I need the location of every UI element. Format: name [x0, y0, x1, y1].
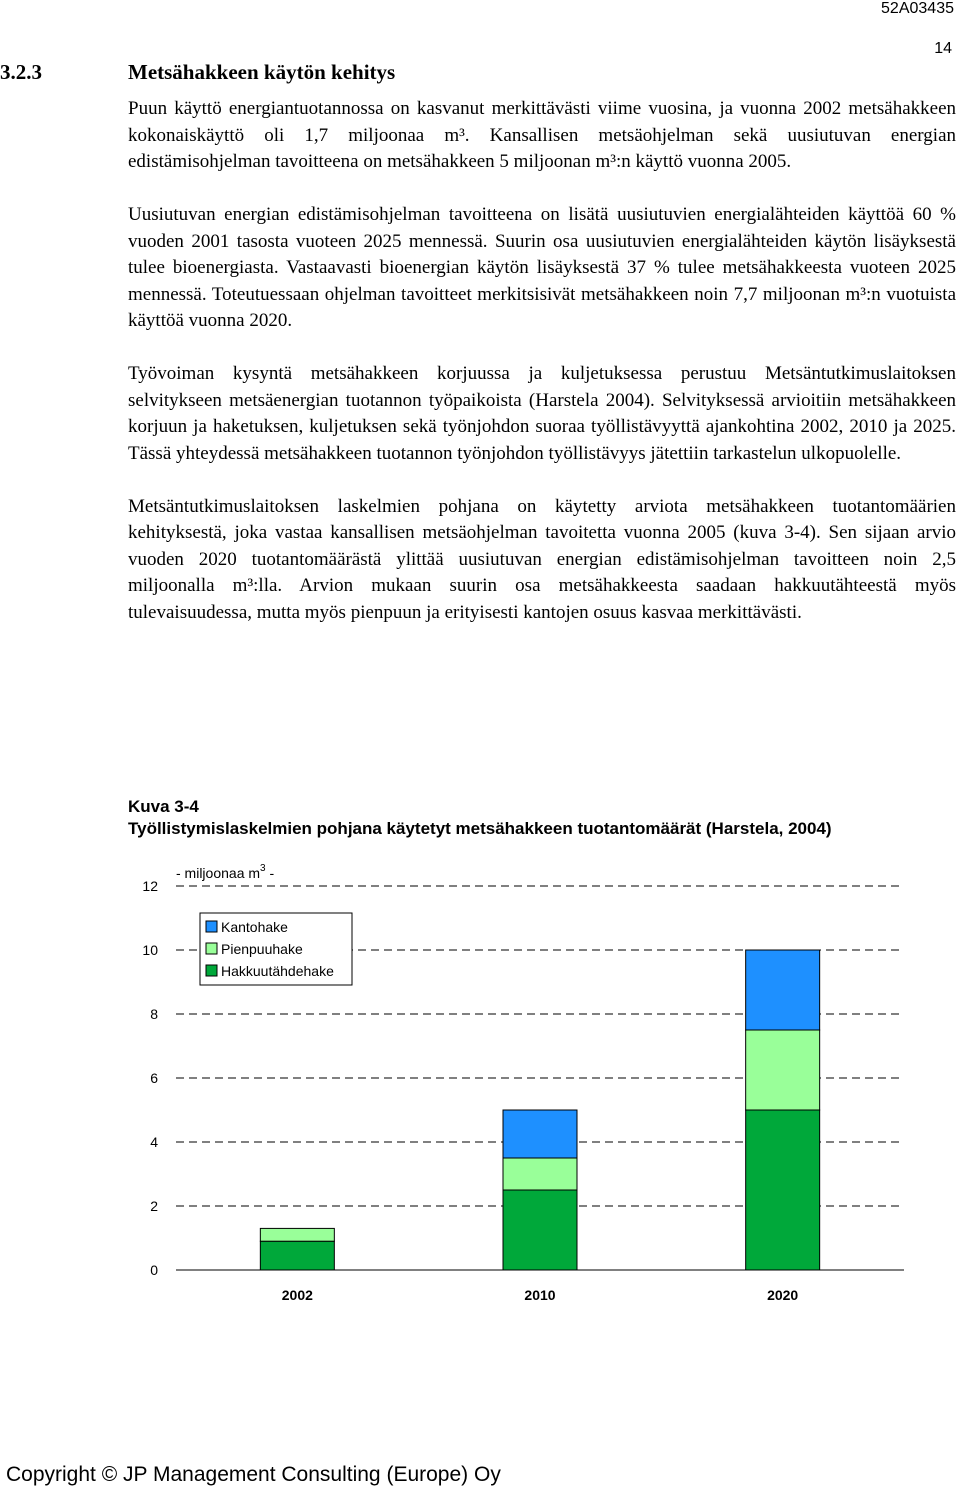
y-tick-label: 0: [150, 1262, 158, 1278]
x-category-label: 2010: [524, 1287, 556, 1303]
legend-label: Pienpuuhake: [221, 941, 303, 957]
legend-label: Kantohake: [221, 919, 288, 935]
y-axis-ticks: [142, 878, 158, 1278]
figure-caption: Työllistymislaskelmien pohjana käytetyt metsähakkeen tuotantomäärät (Harstela, 2004): [128, 819, 832, 838]
paragraph: Metsäntutkimuslaitoksen laskelmien pohjana on käytetty arviota metsähakkeen tuotantomäärien kehityksestä, joka vastaa kansallisen metsäohjelman tavoitetta vuonna 2005 (kuva 3-4). Sen sijaan arvio vuoden 2020 tuotantomäärästä ylittää uusiutuvan energian edistämisohjelman tavoitteen noin 2,5 miljoonalla m³:lla. Arvion mukaan suurin osa metsähakkeesta saadaan hakkuutähteestä myös tulevaisuudessa, mutta myös pienpuun ja erityisesti kantojen osuus kasvaa merkittävästi.: [128, 495, 956, 623]
footer-copyright: Copyright © JP Management Consulting (Europe) Oy: [6, 1463, 501, 1486]
legend-swatch: [206, 921, 217, 932]
y-tick-label: 2: [150, 1198, 158, 1214]
y-tick-label: 8: [150, 1006, 158, 1022]
bar-segment: [260, 1228, 334, 1241]
y-tick-label: 6: [150, 1070, 158, 1086]
paragraph: Työvoiman kysyntä metsähakkeen korjuussa ja kuljetuksessa perustuu Metsäntutkimuslaitoksen selvitykseen metsäenergian tuotannon työpaikoista (Harstela 2004). Selvityksessä arvioitiin metsähakkeen korjuun ja haketuksen, kuljetuksen sekä työnjohdon suoraa työllistävyyttä ajankohtina 2002, 2010 ja 2025. Tässä yhteydessä metsähakkeen tuotannon työnjohdon työllistävyys jätettiin tarkastelun ulkopuolelle.: [128, 363, 956, 464]
section-number: 3.2.3: [0, 60, 42, 84]
bar-segment: [260, 1241, 334, 1270]
body-text: [128, 96, 956, 653]
bars: [260, 950, 819, 1270]
x-category-label: 2020: [767, 1287, 799, 1303]
figure-label: Kuva 3-4: [128, 797, 199, 816]
paragraph: Puun käyttö energiantuotannossa on kasvanut merkittävästi viime vuosina, ja vuonna 2002 metsähakkeen kokonaiskäyttö oli 1,7 miljoonaa m³. Kansallisen metsäohjelman sekä uusiutuvan energian edistämisohjelman tavoitteena on metsähakkeen 5 miljoonan m³:n käyttö vuonna 2005.: [128, 98, 956, 172]
bar-segment: [503, 1110, 577, 1158]
bar-segment: [503, 1158, 577, 1190]
legend-swatch: [206, 965, 217, 976]
page-number: 14: [934, 40, 952, 57]
bar-segment: [746, 1110, 820, 1270]
legend: [200, 913, 352, 985]
y-tick-label: 12: [142, 878, 158, 894]
x-axis-labels: [282, 1287, 799, 1303]
y-axis-unit-label: - miljoonaa $m^3$ -: [176, 863, 275, 881]
stacked-bar-chart: [0, 850, 960, 1320]
bar-segment: [503, 1190, 577, 1270]
paragraph: Uusiutuvan energian edistämisohjelman tavoitteena on lisätä uusiutuvien energialähteiden käyttöä 60 % vuoden 2001 tasosta vuoteen 2025 mennessä. Suurin osa uusiutuvien energialähteiden käytön lisäyksestä tulee bioenergiasta. Vastaavasti bioenergian käytön lisäyksestä 37 % tulee metsähakkeesta vuoteen 2025 mennessä. Toteutuessaan ohjelman tavoitteet merkitsisivät metsähakkeen noin 7,7 miljoonan m³:n vuotuista käyttöä vuonna 2020.: [128, 204, 956, 331]
section-title: Metsähakkeen käytön kehitys: [128, 60, 396, 84]
y-tick-label: 4: [150, 1134, 158, 1150]
x-category-label: 2002: [281, 1287, 313, 1303]
legend-swatch: [206, 943, 217, 954]
document-id: 52A03435: [881, 0, 954, 17]
legend-label: Hakkuutähdehake: [221, 963, 334, 979]
bar-segment: [746, 1030, 820, 1110]
bar-segment: [746, 950, 820, 1030]
y-tick-label: 10: [142, 942, 158, 958]
section-heading: [0, 60, 395, 85]
